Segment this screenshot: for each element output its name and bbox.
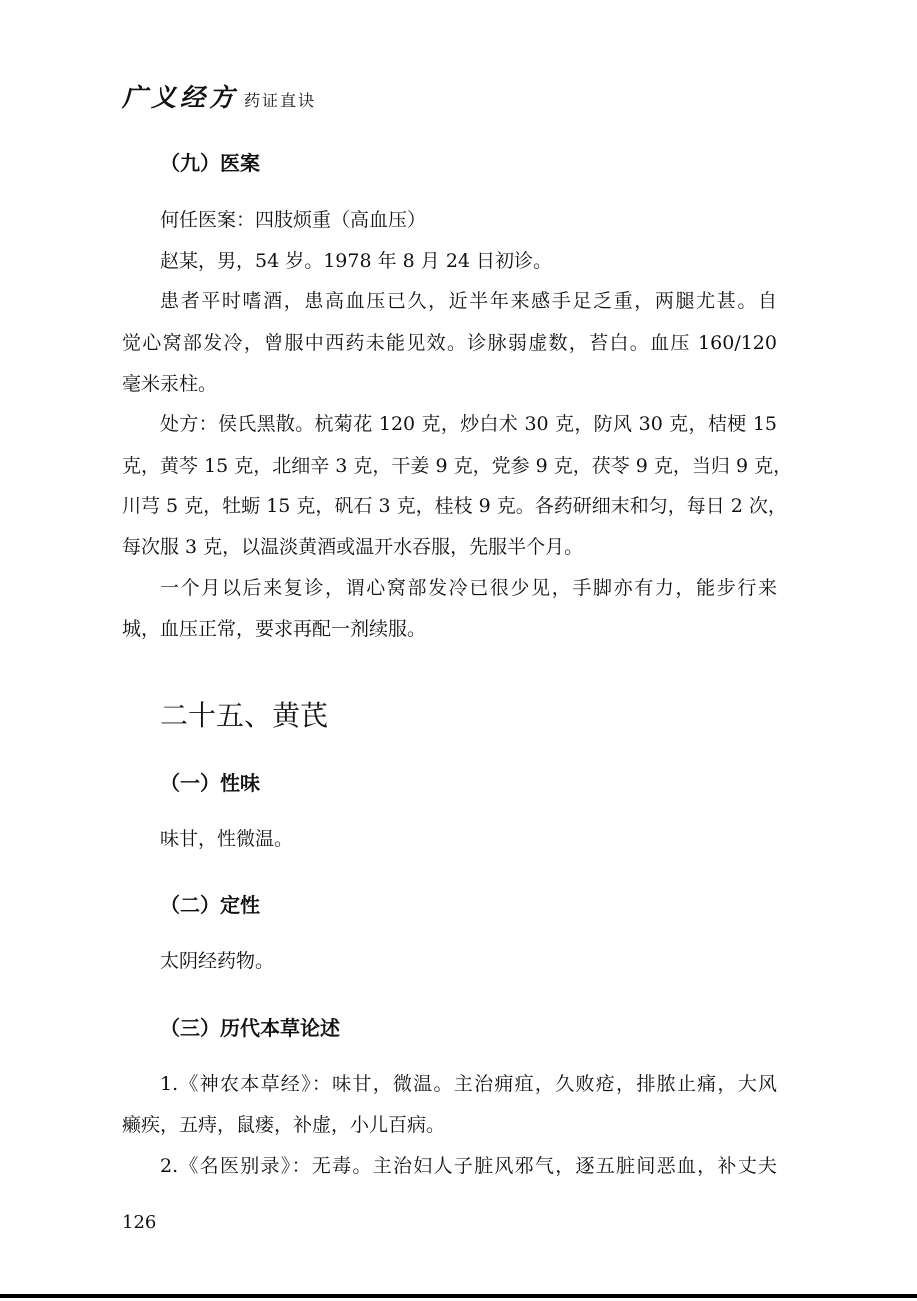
paragraph-line: 觉心窝部发冷，曾服中西药未能见效。诊脉弱虚数，苔白。血压 160/120	[122, 332, 777, 354]
paragraph-line: 处方：侯氏黑散。杭菊花 120 克，炒白术 30 克，防风 30 克，桔梗 15	[160, 413, 777, 435]
case-title: 何任医案：四肢烦重（高血压）	[160, 209, 427, 231]
section-heading-taste: （一）性味	[160, 771, 260, 795]
paragraph-line: 城，血压正常，要求再配一剂续服。	[122, 618, 427, 640]
book-subtitle: 药证直诀	[244, 91, 317, 110]
chapter-title: 二十五、黄芪	[160, 699, 329, 732]
section-heading-case: （九）医案	[160, 151, 260, 175]
page-number: 126	[122, 1212, 157, 1233]
running-header	[122, 78, 316, 114]
paragraph-line: 毫米汞柱。	[122, 373, 218, 395]
bottom-border	[0, 1294, 917, 1298]
case-intro: 赵某，男，54 岁。1978 年 8 月 24 日初诊。	[160, 250, 553, 272]
paragraph-line: 2.《名医别录》：无毒。主治妇人子脏风邪气，逐五脏间恶血，补丈夫	[160, 1155, 777, 1177]
paragraph-line: 川芎 5 克，牡蛎 15 克，矾石 3 克，桂枝 9 克。各药研细末和匀，每日 2 次，	[122, 495, 787, 517]
book-title: 广义经方	[122, 83, 239, 112]
section-heading-classification: （二）定性	[160, 893, 260, 917]
paragraph-line: 患者平时嗜酒，患高血压已久，近半年来感手足乏重，两腿尤甚。自	[160, 290, 777, 312]
paragraph-line: 癞疾，五痔，鼠瘘，补虚，小儿百病。	[122, 1114, 446, 1136]
paragraph-line: 1.《神农本草经》：味甘，微温。主治痈疽，久败疮，排脓止痛，大风	[160, 1073, 777, 1095]
section-heading-literature: （三）历代本草论述	[160, 1016, 340, 1040]
taste-text: 味甘，性微温。	[160, 828, 294, 850]
classification-text: 太阴经药物。	[160, 950, 275, 972]
paragraph-line: 一个月以后来复诊，谓心窝部发冷已很少见，手脚亦有力，能步行来	[160, 577, 777, 599]
paragraph-line: 克，黄芩 15 克，北细辛 3 克，干姜 9 克，党参 9 克，茯苓 9 克，当归 9 克，	[122, 455, 793, 477]
paragraph-line: 每次服 3 克，以温淡黄酒或温开水吞服，先服半个月。	[122, 536, 584, 558]
